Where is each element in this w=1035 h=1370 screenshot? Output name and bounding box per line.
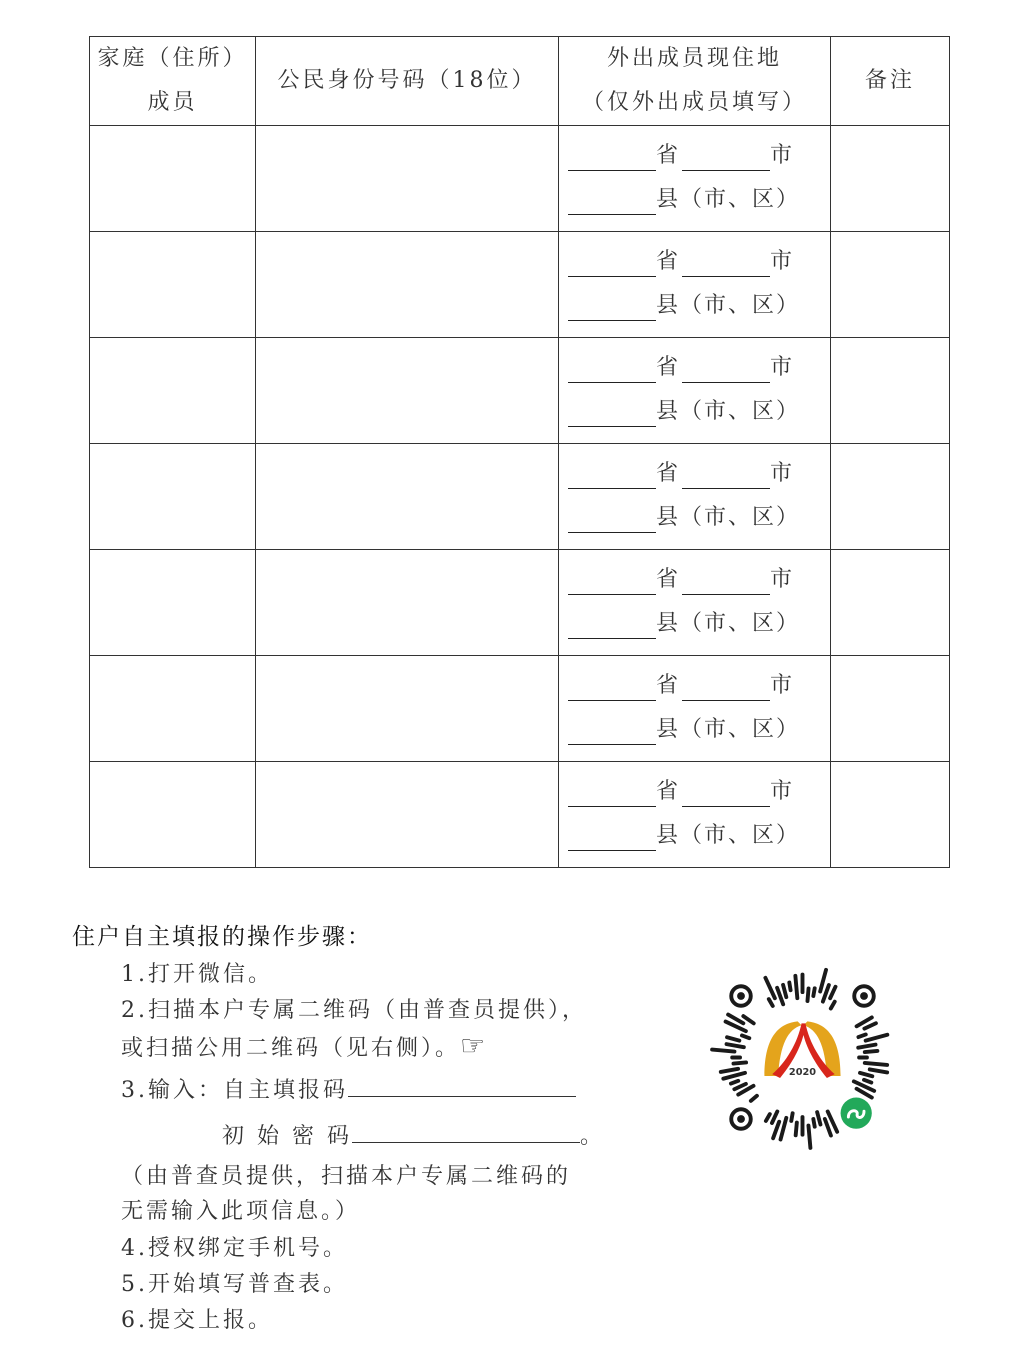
residence-cell: 省 市 县（市、区） (559, 444, 831, 550)
member-cell[interactable] (90, 550, 256, 656)
self-report-code-field[interactable] (348, 1074, 576, 1097)
qr-ray (817, 1112, 820, 1124)
member-cell[interactable] (90, 232, 256, 338)
qr-ray (796, 1123, 797, 1136)
table-row (90, 762, 950, 868)
step-4: 4.授权绑定手机号。 (121, 1236, 348, 1261)
qr-ray (727, 1037, 739, 1040)
table-row (90, 656, 950, 762)
table-row (90, 338, 950, 444)
residence-cell: 省 市 县（市、区） (559, 232, 831, 338)
qr-ray (795, 976, 797, 998)
city-blank[interactable] (682, 568, 770, 595)
pointing-hand-icon: ☞ (460, 1029, 486, 1062)
qr-ray (712, 1050, 734, 1052)
remark-cell[interactable] (831, 126, 950, 232)
residence-cell: 省 市 县（市、区） (559, 126, 831, 232)
qr-finder-bottom-left (731, 1109, 751, 1129)
qr-ray (734, 1084, 746, 1089)
id-number-cell[interactable] (256, 444, 559, 550)
qr-ray (831, 1002, 835, 1009)
city-blank[interactable] (682, 144, 770, 171)
id-number-cell[interactable] (256, 550, 559, 656)
county-blank[interactable] (568, 294, 656, 321)
qr-ray (765, 978, 774, 998)
step-5: 5.开始填写普查表。 (121, 1272, 348, 1297)
mini-program-icon (841, 1098, 872, 1129)
step-3-note-2: 无需输入此项信息。） (121, 1199, 361, 1224)
logo-year: 2020 (788, 1067, 817, 1079)
remark-cell[interactable] (831, 550, 950, 656)
qr-ray (813, 988, 814, 996)
qr-finder-top-right (854, 986, 874, 1006)
remark-cell[interactable] (831, 232, 950, 338)
qr-ray (813, 1119, 814, 1127)
county-blank[interactable] (568, 718, 656, 745)
header-id-number: 公民身份号码（18位） (256, 37, 559, 126)
county-blank[interactable] (568, 824, 656, 851)
step-3-line-1: 3.输入：自主填报码 (121, 1073, 576, 1104)
province-blank[interactable] (568, 568, 656, 595)
province-blank[interactable] (568, 356, 656, 383)
step-3-note-1: （由普查员提供，扫描本户专属二维码的 (121, 1164, 572, 1189)
county-blank[interactable] (568, 506, 656, 533)
id-number-cell[interactable] (256, 232, 559, 338)
qr-ray (825, 1119, 831, 1135)
header-residence: 外出成员现住地 （仅外出成员填写） (559, 37, 831, 126)
qr-ray (807, 988, 808, 1001)
id-number-cell[interactable] (256, 656, 559, 762)
qr-ray (769, 999, 773, 1006)
qr-ray (823, 985, 829, 1001)
mini-program-qr-code[interactable] (700, 955, 905, 1160)
id-number-cell[interactable] (256, 338, 559, 444)
qr-ray (733, 1062, 746, 1063)
step-3-line-2: 初 始 密 码 。 (222, 1119, 605, 1150)
qr-ray (866, 1035, 888, 1041)
qr-finder-top-left (731, 986, 751, 1006)
residence-cell: 省 市 县（市、区） (559, 762, 831, 868)
qr-ray (858, 1045, 875, 1048)
qr-ray (791, 1113, 792, 1121)
province-blank[interactable] (568, 780, 656, 807)
qr-ray (777, 988, 783, 1004)
step-6: 6.提交上报。 (121, 1308, 273, 1333)
steps-title: 住户自主填报的操作步骤： (72, 924, 372, 950)
member-cell[interactable] (90, 656, 256, 762)
qr-ray (865, 1063, 887, 1065)
qr-ray (721, 1069, 738, 1072)
initial-password-field[interactable] (352, 1120, 580, 1143)
qr-ray (742, 1035, 749, 1038)
self-report-code-label: 自主填报码 (223, 1078, 349, 1103)
census-member-table (89, 36, 950, 868)
qr-ray (781, 1118, 787, 1140)
header-remark: 备注 (831, 37, 950, 126)
city-blank[interactable] (682, 356, 770, 383)
qr-ray (772, 1111, 777, 1123)
member-cell[interactable] (90, 338, 256, 444)
member-cell[interactable] (90, 762, 256, 868)
residence-cell: 省 市 县（市、区） (559, 550, 831, 656)
qr-ray (751, 1096, 757, 1101)
qr-ray (723, 1073, 745, 1079)
qr-ray (773, 1122, 779, 1138)
remark-cell[interactable] (831, 444, 950, 550)
step-2-line-1: 2.扫描本户专属二维码（由普查员提供）， (121, 998, 587, 1023)
initial-password-label: 初 始 密 码 (222, 1124, 352, 1149)
qr-ray (731, 1081, 738, 1084)
province-blank[interactable] (568, 250, 656, 277)
table-row (90, 444, 950, 550)
province-blank[interactable] (568, 674, 656, 701)
member-cell[interactable] (90, 444, 256, 550)
table-row (90, 550, 950, 656)
residence-cell: 省 市 县（市、区） (559, 656, 831, 762)
qr-ray (808, 1126, 810, 1148)
remark-cell[interactable] (831, 338, 950, 444)
county-blank[interactable] (568, 188, 656, 215)
county-blank[interactable] (568, 612, 656, 639)
qr-ray (727, 1044, 744, 1047)
step-2-line-2: 或扫描公用二维码（见右侧）。☞ (121, 1029, 486, 1062)
qr-ray (865, 1051, 878, 1052)
remark-cell[interactable] (831, 762, 950, 868)
member-cell[interactable] (90, 126, 256, 232)
id-number-cell[interactable] (256, 762, 559, 868)
qr-ray (820, 970, 826, 992)
city-blank[interactable] (682, 674, 770, 701)
county-blank[interactable] (568, 400, 656, 427)
qr-ray (860, 1073, 872, 1076)
census-logo (754, 1009, 852, 1107)
city-blank[interactable] (682, 780, 770, 807)
qr-ray (766, 1114, 770, 1121)
city-blank[interactable] (682, 250, 770, 277)
id-number-cell[interactable] (256, 126, 559, 232)
qr-ray (789, 983, 790, 991)
qr-ray (864, 1023, 876, 1028)
qr-ray (830, 987, 835, 999)
qr-ray (870, 1069, 887, 1072)
header-member: 家庭（住所） 成员 (90, 37, 256, 126)
qr-ray (783, 985, 786, 997)
table-row (90, 126, 950, 232)
qr-ray (858, 1034, 865, 1037)
remark-cell[interactable] (831, 656, 950, 762)
step-1: 1.打开微信。 (121, 962, 273, 987)
table-header-row (90, 37, 950, 126)
province-blank[interactable] (568, 462, 656, 489)
city-blank[interactable] (682, 462, 770, 489)
qr-ray (864, 1080, 871, 1083)
province-blank[interactable] (568, 144, 656, 171)
residence-cell: 省 市 县（市、区） (559, 338, 831, 444)
table-row (90, 232, 950, 338)
